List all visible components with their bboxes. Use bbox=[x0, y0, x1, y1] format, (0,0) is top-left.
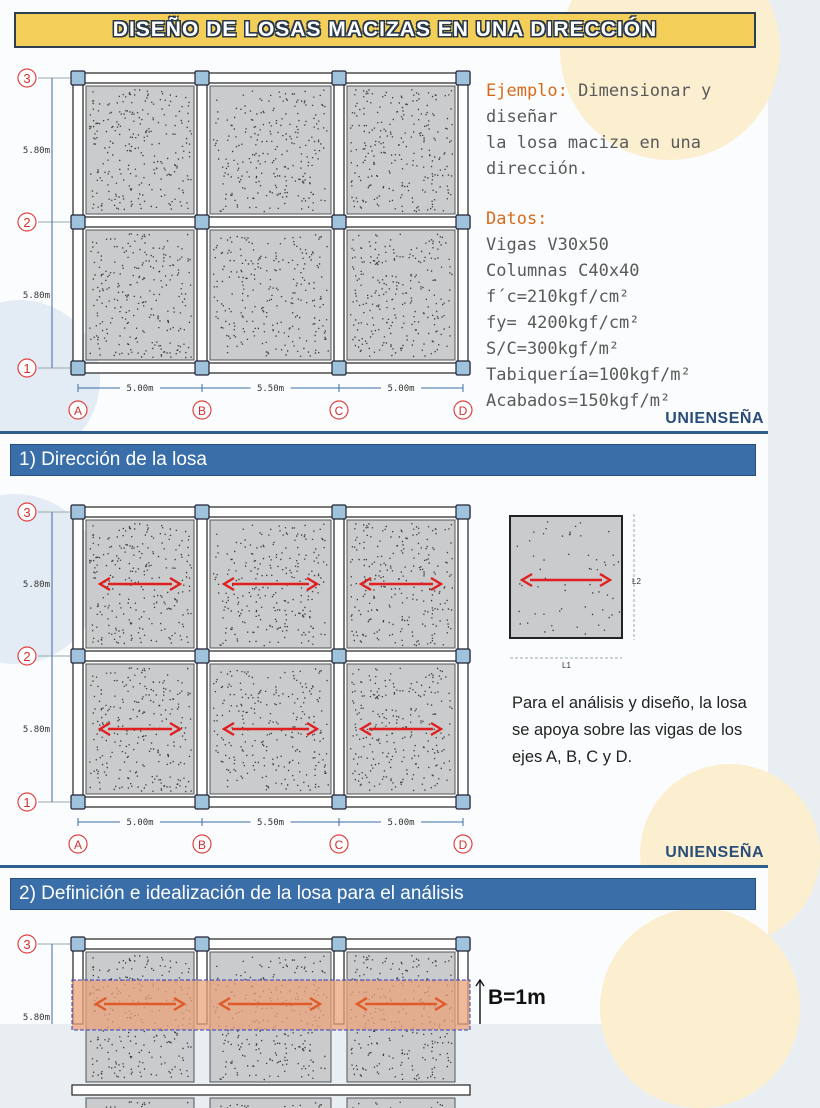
axis-label-col: C bbox=[334, 404, 344, 418]
beam-horizontal bbox=[72, 73, 470, 83]
axis-label-col: D bbox=[458, 404, 468, 418]
datos-item: Tabiquería=100kgf/m² bbox=[486, 365, 691, 385]
column-square bbox=[195, 649, 209, 663]
dimension-label-y: 5.80m bbox=[22, 725, 50, 735]
column-square bbox=[332, 795, 346, 809]
example-text-2: la losa maciza en una dirección. bbox=[486, 133, 701, 179]
dimension-label-x: 5.00m bbox=[387, 818, 415, 828]
column-square bbox=[456, 649, 470, 663]
detail-label-l2: L2 bbox=[632, 577, 641, 586]
datos-label: Datos: bbox=[486, 209, 548, 229]
datos-item: S/C=300kgf/m² bbox=[486, 339, 620, 359]
column-square bbox=[71, 649, 85, 663]
axis-label-row: 1 bbox=[23, 361, 31, 376]
column-square bbox=[195, 71, 209, 85]
slab-panel bbox=[86, 1098, 194, 1108]
axis-label-row: 2 bbox=[23, 215, 31, 230]
column-square bbox=[332, 71, 346, 85]
dimension-label-y: 5.80m bbox=[22, 291, 50, 301]
axis-label-col: A bbox=[73, 404, 83, 418]
slab-panel bbox=[210, 230, 331, 360]
column-square bbox=[456, 361, 470, 375]
column-square bbox=[332, 361, 346, 375]
panel-slab-direction bbox=[0, 434, 768, 866]
axis-label-row: 3 bbox=[23, 505, 31, 520]
datos-item: Vigas V30x50 bbox=[486, 235, 609, 255]
slab-panel bbox=[210, 1098, 331, 1108]
dimension-label-x: 5.50m bbox=[256, 818, 285, 828]
column-square bbox=[332, 505, 346, 519]
dimension-label-x: 5.00m bbox=[126, 384, 154, 394]
dimension-label-y: 5.80m bbox=[22, 1013, 50, 1023]
brand-logo: UNIENSEÑA bbox=[665, 410, 764, 427]
column-square bbox=[195, 361, 209, 375]
strip-label: B=1m bbox=[488, 986, 546, 1009]
column-square bbox=[71, 795, 85, 809]
page-title: DISEÑO DE LOSAS MACIZAS EN UNA DIRECCIÓN bbox=[14, 12, 756, 48]
column-square bbox=[71, 71, 85, 85]
column-square bbox=[71, 505, 85, 519]
column-square bbox=[332, 649, 346, 663]
panel-slab-example bbox=[0, 0, 768, 432]
column-square bbox=[71, 361, 85, 375]
datos-item: Columnas C40x40 bbox=[486, 261, 640, 281]
column-square bbox=[332, 937, 346, 951]
column-square bbox=[456, 795, 470, 809]
column-square bbox=[456, 215, 470, 229]
datos-item: Acabados=150kgf/m² bbox=[486, 391, 671, 411]
slab-panel bbox=[347, 86, 455, 214]
beam-horizontal bbox=[72, 651, 470, 661]
axis-label-row: 2 bbox=[23, 649, 31, 664]
axis-label-col: B bbox=[197, 404, 207, 418]
datos-item: fy= 4200kgf/cm² bbox=[486, 313, 640, 333]
column-square bbox=[332, 215, 346, 229]
detail-label-l1: L1 bbox=[562, 661, 571, 670]
axis-label-col: C bbox=[334, 838, 344, 852]
beam-horizontal bbox=[72, 363, 470, 373]
datos-item: f´c=210kgf/cm² bbox=[486, 287, 630, 307]
section-title-2: 2) Definición e idealización de la losa para el análisis bbox=[10, 878, 756, 910]
slab-panel bbox=[347, 230, 455, 360]
column-square bbox=[456, 505, 470, 519]
panel-slab-idealization bbox=[0, 868, 768, 1024]
section-title-1: 1) Dirección de la losa bbox=[10, 444, 756, 476]
example-data bbox=[486, 78, 756, 414]
axis-label-row: 3 bbox=[23, 71, 31, 86]
dimension-label-y: 5.80m bbox=[22, 580, 50, 590]
dimension-label-y: 5.80m bbox=[22, 146, 50, 156]
dimension-label-x: 5.00m bbox=[126, 818, 154, 828]
brand-logo: UNIENSEÑA bbox=[665, 844, 764, 861]
column-square bbox=[195, 795, 209, 809]
column-square bbox=[195, 215, 209, 229]
dimension-label-x: 5.00m bbox=[387, 384, 415, 394]
beam-horizontal bbox=[72, 1085, 470, 1095]
description-text: Para el análisis y diseño, la losa se apoya sobre las vigas de los ejes A, B, C y D. bbox=[512, 694, 747, 766]
beam-horizontal bbox=[72, 797, 470, 807]
axis-label-row: 1 bbox=[23, 795, 31, 810]
column-square bbox=[195, 937, 209, 951]
floor-plan-2 bbox=[0, 434, 768, 866]
example-prefix: Ejemplo: bbox=[486, 81, 568, 101]
axis-label-col: D bbox=[458, 838, 468, 852]
slab-panel bbox=[347, 1098, 455, 1108]
axis-label-col: A bbox=[73, 838, 83, 852]
beam-horizontal bbox=[72, 217, 470, 227]
column-square bbox=[456, 71, 470, 85]
beam-horizontal bbox=[72, 507, 470, 517]
column-square bbox=[71, 937, 85, 951]
column-square bbox=[456, 937, 470, 951]
dimension-label-x: 5.50m bbox=[256, 384, 285, 394]
beam-horizontal bbox=[72, 939, 470, 949]
axis-label-col: B bbox=[197, 838, 207, 852]
axis-label-row: 3 bbox=[23, 937, 31, 952]
floor-plan-3 bbox=[0, 868, 768, 1024]
column-square bbox=[71, 215, 85, 229]
column-square bbox=[195, 505, 209, 519]
slab-panel bbox=[86, 86, 194, 214]
example-text-1: Dimensionar y diseñar bbox=[486, 81, 712, 127]
